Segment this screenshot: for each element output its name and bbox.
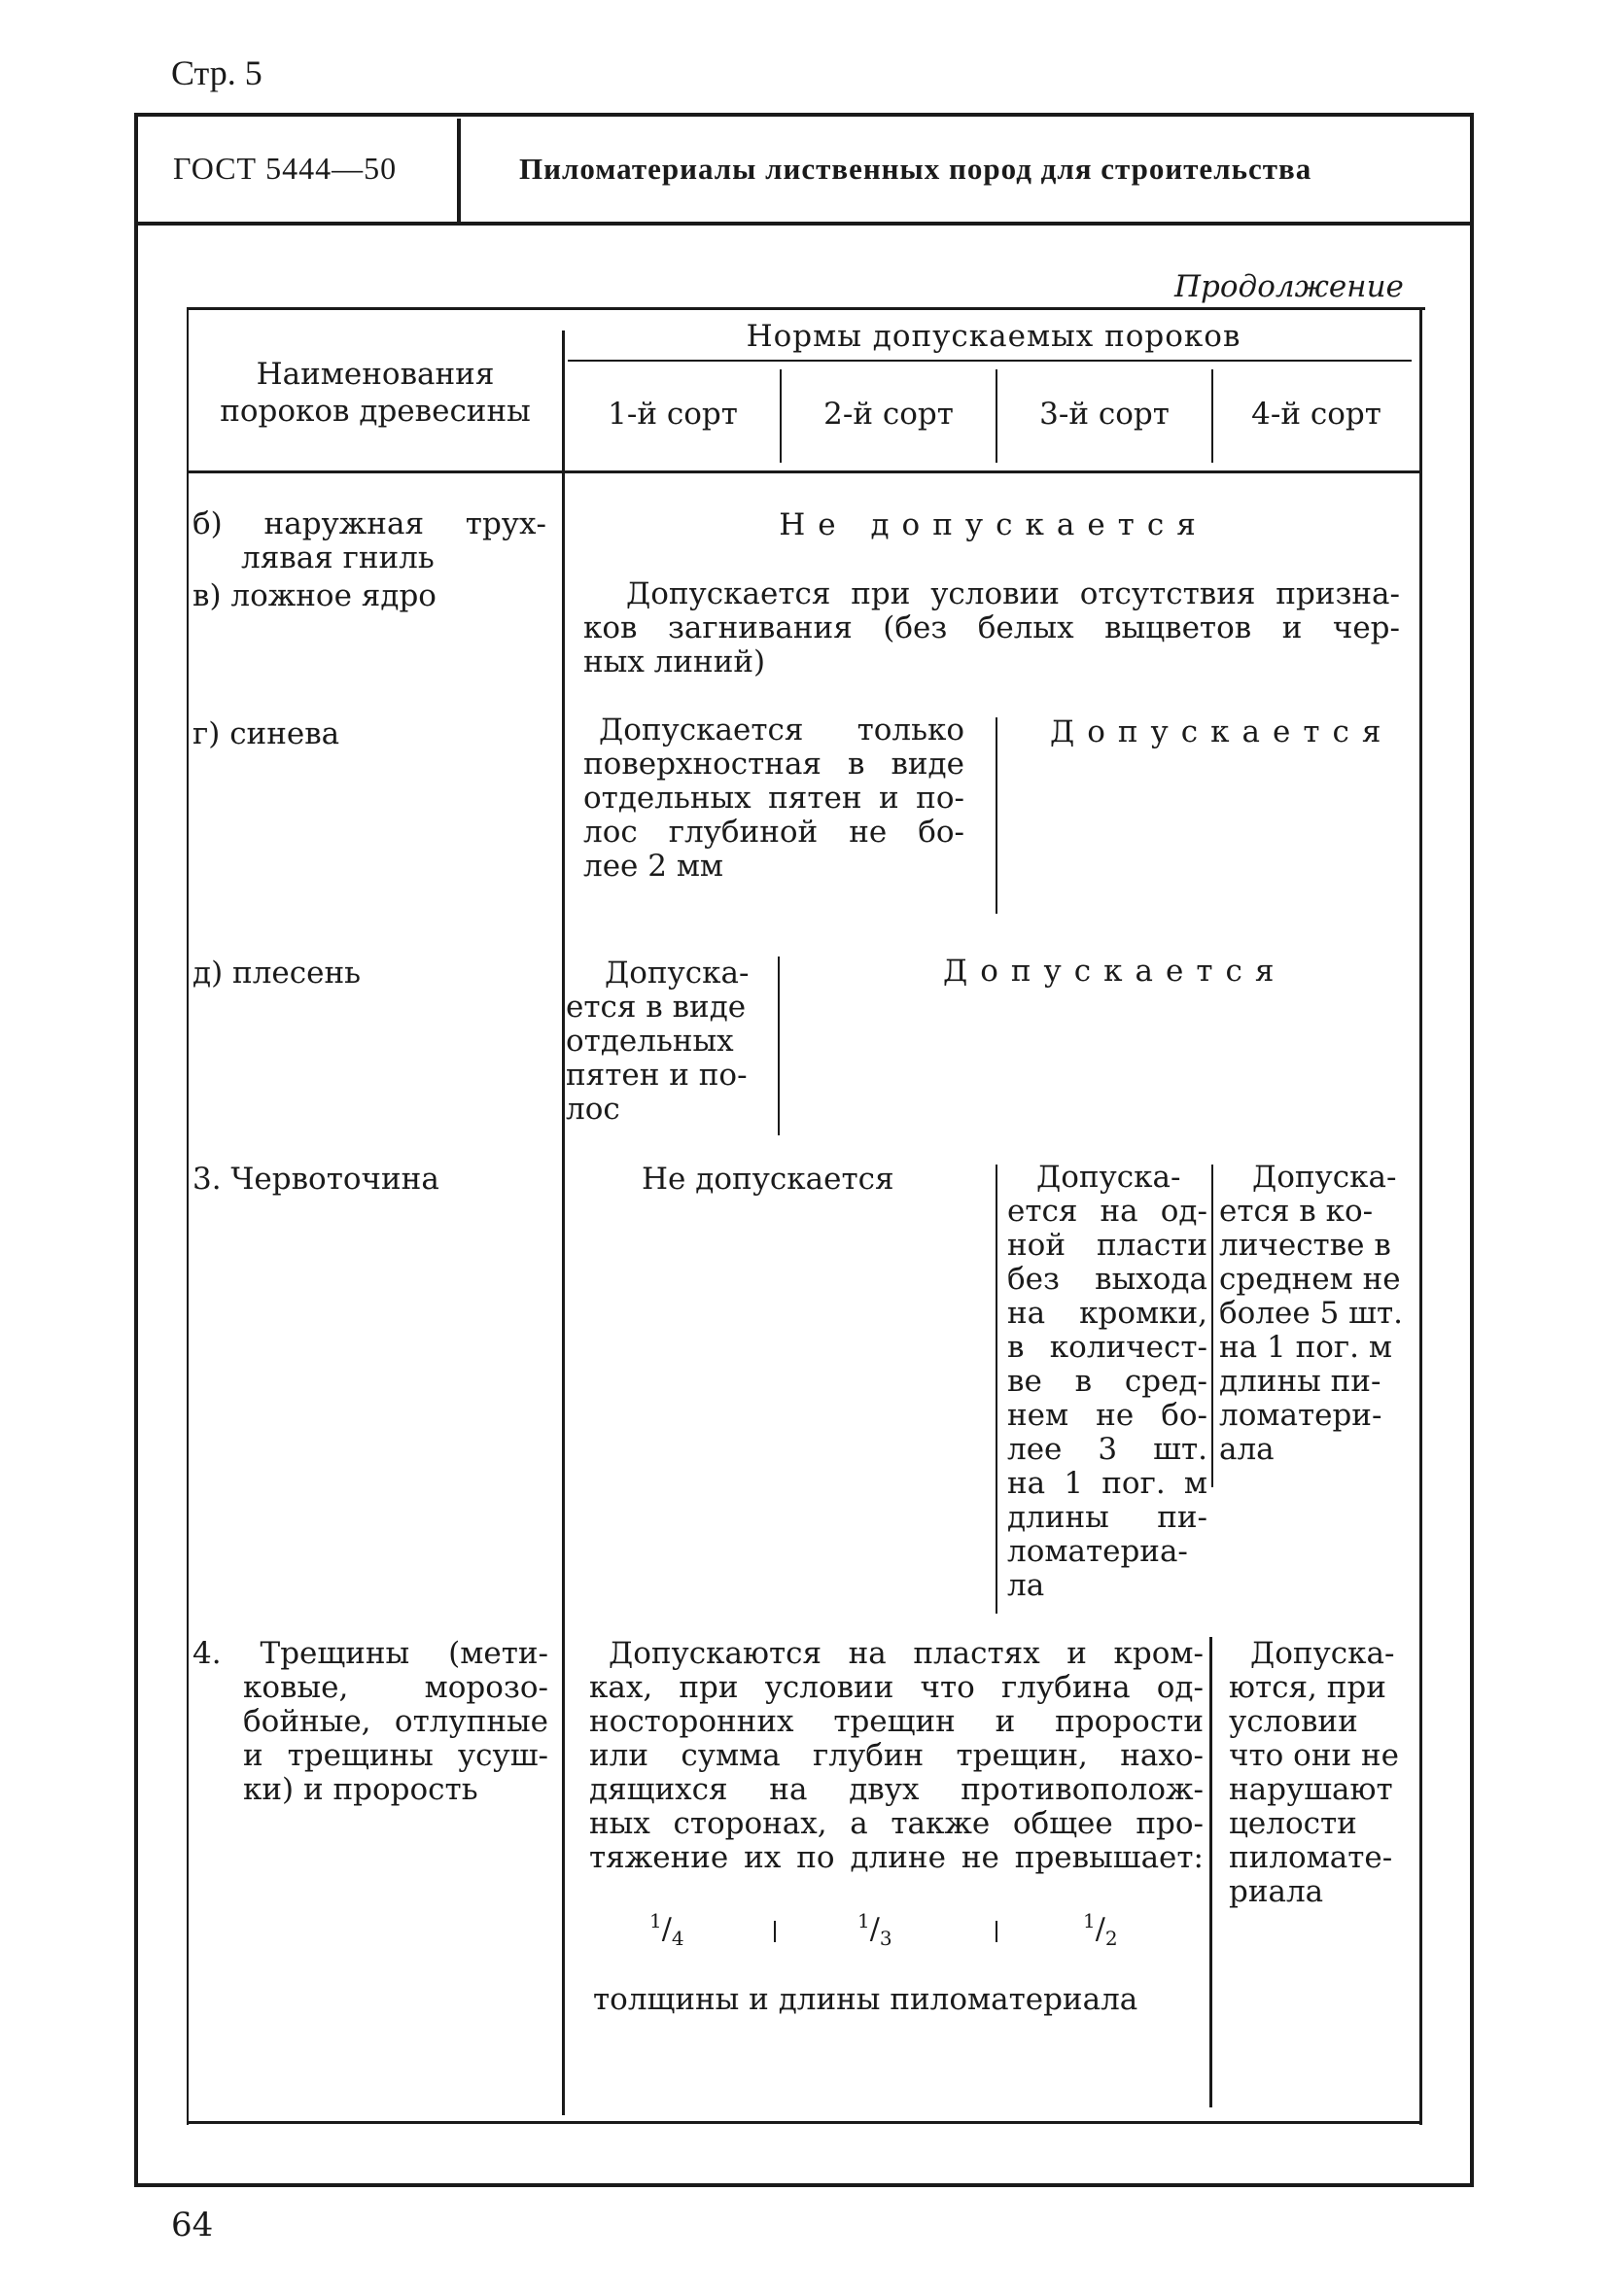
page-number: 64 <box>171 2206 214 2244</box>
header-divider <box>457 119 461 224</box>
row-worm-g4-line2: ется в ко- <box>1219 1194 1374 1229</box>
row-worm-g3-line9: лее 3 шт. <box>1007 1432 1207 1467</box>
row-g-line3: отдельных пятен и по- <box>583 781 964 816</box>
row-cracks-tail: толщины и длины пиломатериала <box>593 1982 1138 2017</box>
row-cracks-name-line2: ковые, морозо- <box>243 1670 548 1705</box>
table-top-rule <box>187 307 1425 310</box>
row-g-line2: поверхностная в виде <box>583 747 964 782</box>
row-worm-divider-2 <box>1211 1165 1213 1487</box>
row-worm-g3-line4: без выхода <box>1007 1262 1207 1297</box>
fraction-grade-2: $^1/_3$ <box>857 1909 892 1950</box>
grade-3-header: 3-й сорт <box>1039 397 1170 432</box>
row-worm-g4-line1: Допуска- <box>1252 1160 1397 1195</box>
col-name-header-line2: пороков древесины <box>220 394 531 429</box>
row-v-line3: ных линий) <box>583 644 766 679</box>
row-worm-grade-3 <box>1007 1161 1207 1603</box>
row-worm-g3-line3: ной пласти <box>1007 1228 1207 1263</box>
fraction-3-num: 1 <box>1083 1909 1096 1932</box>
standard-title: Пиломатериалы лиственных пород для строительства <box>519 152 1312 186</box>
grade-4-header: 4-й сорт <box>1251 397 1381 432</box>
row-v-line1: Допускается при условии отсутствия призна- <box>626 576 1400 611</box>
row-worm-g4-line8: ломатери- <box>1219 1398 1382 1433</box>
row-worm-g4-line5: более 5 шт. <box>1219 1296 1403 1331</box>
row-worm-g4-line3: личестве в <box>1219 1228 1391 1263</box>
row-d-divider <box>778 957 780 1135</box>
fraction-2-num: 1 <box>857 1909 870 1932</box>
row-g-grades-1-2 <box>583 713 964 884</box>
row-worm-g3-line8: нем не бо- <box>1007 1398 1207 1433</box>
row-cracks-name <box>192 1637 548 1807</box>
row-worm-g4-line6: на 1 пог. м <box>1219 1330 1392 1365</box>
fraction-3-den: 2 <box>1104 1927 1118 1950</box>
grade-1-header: 1-й сорт <box>608 397 738 432</box>
row-worm-g3-line5: на кромки, <box>1007 1296 1207 1331</box>
row-d-line3: отдельных <box>566 1024 734 1059</box>
fraction-1-den: 4 <box>671 1927 684 1950</box>
row-cracks-line7: тяжение их по длине не превышает: <box>589 1840 1204 1875</box>
row-cracks-name-line1: 4. Трещины (мети- <box>192 1636 548 1671</box>
page-label: Стр. 5 <box>171 53 262 92</box>
header-bottom-rule <box>138 222 1470 226</box>
fraction-1-num: 1 <box>649 1909 662 1932</box>
name-column-divider <box>562 330 565 2115</box>
fraction-divider-1 <box>774 1921 776 1942</box>
continuation-label: Продолжение <box>1174 269 1404 304</box>
row-cracks-line2: ках, при условии что глубина од- <box>589 1670 1204 1705</box>
row-cracks-g4-line5: нарушают <box>1229 1772 1393 1807</box>
norms-header: Нормы допускаемых пороков <box>746 319 1241 354</box>
row-cracks-name-line4: и трещины усуш- <box>243 1738 548 1773</box>
row-g-grades-3-4: Допускается <box>1050 714 1394 749</box>
row-worm-g4-line4: среднем не <box>1219 1262 1401 1297</box>
row-g-divider <box>996 717 997 914</box>
row-worm-name: 3. Червоточина <box>192 1162 439 1197</box>
table-right-border <box>1419 309 1422 2125</box>
row-cracks-g4-line2: ются, при <box>1229 1670 1386 1705</box>
table-bottom-rule <box>187 2121 1421 2124</box>
row-cracks-g4-line6: целости <box>1229 1806 1357 1841</box>
table-header-bottom-rule <box>187 470 1419 473</box>
row-worm-g3-line2: ется на од- <box>1007 1194 1207 1229</box>
table-left-border <box>187 309 189 2125</box>
row-d-line2: ется в виде <box>566 990 747 1025</box>
row-cracks-g4-line8: риала <box>1229 1874 1324 1909</box>
row-d-line4: пятен и по- <box>566 1058 748 1093</box>
row-d-grade-1 <box>566 957 776 1127</box>
row-worm-g3-line1: Допуска- <box>1036 1160 1181 1195</box>
row-b-name <box>192 507 546 575</box>
row-worm-g4-line7: длины пи- <box>1219 1364 1381 1399</box>
col-name-header-line1: Наименования <box>256 357 495 392</box>
row-g-line5: лее 2 мм <box>583 849 724 884</box>
row-worm-g3-line11: длины пи- <box>1007 1500 1207 1535</box>
row-g-name: г) синева <box>192 716 340 751</box>
row-d-line1: Допуска- <box>605 956 750 991</box>
row-worm-g3-line10: на 1 пог. м <box>1007 1466 1207 1501</box>
row-b-name-line1: б) наружная трух- <box>192 506 546 541</box>
row-cracks-name-line3: бойные, отлупные <box>243 1704 548 1739</box>
row-worm-g3-line13: ла <box>1007 1568 1045 1603</box>
row-cracks-grade-4 <box>1229 1637 1414 1909</box>
row-cracks-divider <box>1209 1637 1212 2107</box>
page-bottom-rule <box>134 2183 1474 2187</box>
fraction-grade-1: $^1/_4$ <box>649 1909 684 1950</box>
fraction-2-den: 3 <box>879 1927 892 1950</box>
row-worm-divider-1 <box>996 1165 997 1614</box>
header-top-rule <box>134 113 1474 117</box>
page-right-border <box>1470 113 1474 2187</box>
row-g-line4: лос глубиной не бо- <box>583 815 964 850</box>
row-b-all-grades: Не допускается <box>779 507 1208 542</box>
norms-header-rule <box>568 360 1412 362</box>
col-name-header <box>191 356 560 430</box>
row-cracks-line5: дящихся на двух противополож- <box>589 1772 1204 1807</box>
row-cracks-g4-line4: что они не <box>1229 1738 1400 1773</box>
row-cracks-g4-line7: пиломате- <box>1229 1840 1393 1875</box>
row-cracks-line6: ных сторонах, а также общее про- <box>589 1806 1204 1841</box>
row-worm-g3-line6: в количест- <box>1007 1330 1207 1365</box>
row-cracks-line3: носторонних трещин и прорости <box>589 1704 1204 1739</box>
row-cracks-name-line5: ки) и прорость <box>243 1772 478 1807</box>
row-worm-g3-line12: ломатериа- <box>1007 1534 1188 1569</box>
row-b-name-line2: лявая гниль <box>241 540 435 575</box>
fraction-divider-2 <box>996 1921 997 1942</box>
row-cracks-line1: Допускаются на пластях и кром- <box>609 1636 1204 1671</box>
row-cracks-grades-1-3 <box>589 1637 1204 1875</box>
page-left-border <box>134 113 138 2187</box>
row-v-line2: ков загнивания (без белых выцветов и чер- <box>583 610 1400 645</box>
row-worm-grades-1-2: Не допускается <box>642 1162 894 1197</box>
grade-2-header: 2-й сорт <box>823 397 954 432</box>
row-d-name: д) плесень <box>192 956 361 991</box>
row-cracks-line4: или сумма глубин трещин, нахо- <box>589 1738 1204 1773</box>
row-v-all-grades <box>583 577 1400 679</box>
fraction-grade-3: $^1/_2$ <box>1083 1909 1118 1950</box>
standard-code: ГОСТ 5444—50 <box>173 151 398 186</box>
row-cracks-g4-line1: Допуска- <box>1250 1636 1395 1671</box>
row-d-grades-2-4: Допускается <box>943 954 1287 989</box>
row-g-line1: Допускается только <box>599 713 964 748</box>
row-v-name: в) ложное ядро <box>192 578 437 613</box>
row-worm-g3-line7: ве в сред- <box>1007 1364 1207 1399</box>
row-d-line5: лос <box>566 1092 620 1127</box>
row-worm-g4-line9: ала <box>1219 1432 1275 1467</box>
row-worm-grade-4 <box>1219 1161 1419 1467</box>
row-cracks-g4-line3: условии <box>1229 1704 1358 1739</box>
